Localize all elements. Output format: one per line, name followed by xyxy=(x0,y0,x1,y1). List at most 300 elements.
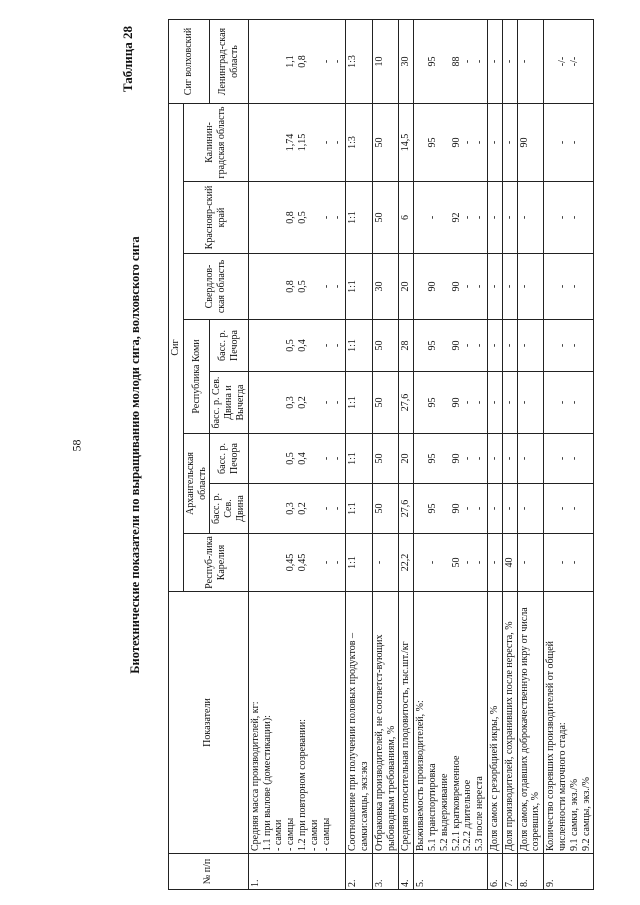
cell-value: - xyxy=(332,456,344,461)
cell-value: - xyxy=(488,560,500,565)
value-cell xyxy=(517,484,544,534)
cell-value: 0,8 xyxy=(296,55,308,68)
value-cell xyxy=(248,534,345,592)
cell-value xyxy=(309,106,321,179)
cell-value: 50 xyxy=(373,137,385,148)
biotech-table xyxy=(168,19,594,890)
cell-value xyxy=(262,184,274,251)
cell-value: 0,4 xyxy=(296,452,308,465)
cell-value: - xyxy=(568,400,580,405)
header-karelia: Респуб-лика Карелия xyxy=(183,534,248,592)
cell-value: - xyxy=(320,400,332,405)
cell-value: - xyxy=(474,343,486,348)
cell-value: 28 xyxy=(400,340,412,351)
cell-value xyxy=(250,486,262,531)
cell-value: 88 xyxy=(450,56,462,67)
cell-value: 50 xyxy=(450,557,462,568)
value-cell xyxy=(502,20,517,104)
cell-value: 95 xyxy=(426,453,438,464)
value-cell xyxy=(399,320,414,372)
indicator-line: Средняя относительная плодовитость, тыс.шт./кг xyxy=(400,641,412,851)
cell-value xyxy=(439,22,451,101)
indicator-line: 5.3 после нереста xyxy=(474,776,486,851)
cell-value: 95 xyxy=(426,137,438,148)
cell-value xyxy=(250,256,262,317)
cell-value: 1:1 xyxy=(347,280,359,293)
cell-value xyxy=(439,184,451,251)
cell-value: - xyxy=(518,59,530,64)
cell-value: 0,3 xyxy=(285,502,297,515)
cell-value: 50 xyxy=(373,397,385,408)
cell-value: - xyxy=(462,400,474,405)
cell-value xyxy=(415,436,427,481)
cell-value: 27,6 xyxy=(400,393,412,412)
value-cell xyxy=(544,254,594,320)
cell-value xyxy=(415,486,427,531)
row-indicator xyxy=(399,592,414,854)
cell-value: 0,4 xyxy=(296,339,308,352)
value-cell xyxy=(372,484,399,534)
cell-value: - xyxy=(568,215,580,220)
header-sig: Сиг xyxy=(169,104,184,592)
table-row xyxy=(517,20,544,890)
cell-value: 30 xyxy=(400,56,412,67)
cell-value xyxy=(415,322,427,369)
value-cell xyxy=(517,534,544,592)
value-cell xyxy=(414,320,488,372)
cell-value xyxy=(262,536,274,589)
cell-value: 1,74 xyxy=(285,133,297,152)
value-cell xyxy=(544,182,594,254)
cell-value xyxy=(415,184,427,251)
value-cell xyxy=(487,534,502,592)
row-indicator xyxy=(248,592,345,854)
value-cell xyxy=(346,534,373,592)
value-cell xyxy=(248,320,345,372)
table-row xyxy=(502,20,517,890)
rotated-page xyxy=(120,20,620,890)
row-indicator xyxy=(346,592,373,854)
cell-value: 1:1 xyxy=(347,211,359,224)
cell-value: - xyxy=(332,560,344,565)
cell-value: 90 xyxy=(518,137,530,148)
table-row xyxy=(248,20,345,890)
value-cell xyxy=(414,104,488,182)
cell-value: 1:3 xyxy=(347,55,359,68)
row-indicator xyxy=(502,592,517,854)
cell-value: -/- xyxy=(556,56,568,67)
cell-value xyxy=(250,184,262,251)
value-cell xyxy=(248,104,345,182)
cell-value: 1,1 xyxy=(285,55,297,68)
value-cell xyxy=(346,320,373,372)
cell-value: - xyxy=(518,560,530,565)
table-row xyxy=(346,20,373,890)
value-cell xyxy=(372,20,399,104)
cell-value: - xyxy=(488,215,500,220)
cell-value: 0,45 xyxy=(296,553,308,572)
value-cell xyxy=(502,534,517,592)
value-cell xyxy=(544,372,594,434)
cell-value: - xyxy=(518,456,530,461)
indicator-line: 5.2 выдерживание xyxy=(438,773,450,851)
cell-value: - xyxy=(488,59,500,64)
cell-value xyxy=(415,22,427,101)
row-number: 7. xyxy=(502,854,517,890)
row-indicator xyxy=(517,592,544,854)
row-number: 9. xyxy=(544,854,594,890)
cell-value xyxy=(545,322,557,369)
cell-value: - xyxy=(556,343,568,348)
value-cell xyxy=(487,20,502,104)
cell-value: 0,8 xyxy=(285,280,297,293)
cell-value xyxy=(273,486,285,531)
cell-value: 0,5 xyxy=(296,280,308,293)
value-cell xyxy=(248,434,345,484)
row-number: 8. xyxy=(517,854,544,890)
cell-value: - xyxy=(556,506,568,511)
cell-value xyxy=(273,106,285,179)
cell-value: - xyxy=(503,506,515,511)
cell-value xyxy=(545,536,557,589)
cell-value xyxy=(309,256,321,317)
cell-value: 1:1 xyxy=(347,396,359,409)
cell-value: - xyxy=(556,560,568,565)
cell-value xyxy=(439,106,451,179)
value-cell xyxy=(544,104,594,182)
cell-value: 1:3 xyxy=(347,136,359,149)
row-number: 4. xyxy=(399,854,414,890)
value-cell xyxy=(517,434,544,484)
cell-value xyxy=(309,322,321,369)
cell-value: 95 xyxy=(426,56,438,67)
value-cell xyxy=(399,104,414,182)
cell-value: - xyxy=(568,284,580,289)
cell-value xyxy=(262,22,274,101)
page-number: 58 xyxy=(69,439,84,452)
value-cell xyxy=(517,372,544,434)
value-cell xyxy=(248,254,345,320)
table-row xyxy=(414,20,488,890)
indicator-line: - самцы xyxy=(320,817,332,851)
value-cell xyxy=(517,254,544,320)
row-indicator xyxy=(487,592,502,854)
indicator-line: Соотношение при получении половых продуктов – самки:самцы, экз:экз xyxy=(347,633,370,851)
cell-value: - xyxy=(518,506,530,511)
value-cell xyxy=(399,534,414,592)
value-cell xyxy=(487,182,502,254)
header-arkh-dvina: басс. р. Сев. Двина xyxy=(210,484,248,534)
cell-value: 50 xyxy=(373,503,385,514)
indicator-line: 1.1 при вылове (доместикации): xyxy=(261,715,273,851)
value-cell xyxy=(346,372,373,434)
cell-value: - xyxy=(332,215,344,220)
cell-value: 95 xyxy=(426,503,438,514)
cell-value xyxy=(273,184,285,251)
cell-value: - xyxy=(320,284,332,289)
cell-value xyxy=(439,256,451,317)
table-number: Таблица 28 xyxy=(120,26,135,93)
cell-value: - xyxy=(568,456,580,461)
cell-value xyxy=(439,486,451,531)
row-number: 5. xyxy=(414,854,488,890)
cell-value: - xyxy=(462,343,474,348)
cell-value xyxy=(415,256,427,317)
cell-value: - xyxy=(556,456,568,461)
value-cell xyxy=(346,484,373,534)
cell-value: 0,2 xyxy=(296,396,308,409)
value-cell xyxy=(487,434,502,484)
cell-value: 0,3 xyxy=(285,396,297,409)
cell-value xyxy=(262,486,274,531)
cell-value: 0,5 xyxy=(285,452,297,465)
header-arkhangelsk: Архангельская область xyxy=(183,434,210,534)
cell-value xyxy=(545,486,557,531)
cell-value xyxy=(545,184,557,251)
cell-value xyxy=(273,536,285,589)
cell-value: - xyxy=(462,284,474,289)
value-cell xyxy=(414,20,488,104)
indicator-line: Отбраковка производителей, не соответст-вующих рыбоводным требованиям, % xyxy=(373,634,397,851)
indicator-line: 5.2.2 длительное xyxy=(462,779,474,851)
cell-value: - xyxy=(332,400,344,405)
cell-value: 27,6 xyxy=(400,499,412,518)
cell-value xyxy=(262,106,274,179)
cell-value: - xyxy=(320,59,332,64)
header-leningrad: Ленинград-ская область xyxy=(210,20,248,104)
cell-value: - xyxy=(426,215,438,220)
value-cell xyxy=(517,104,544,182)
cell-value: - xyxy=(503,215,515,220)
cell-value: - xyxy=(503,343,515,348)
indicator-line: 9.1 самки, экз./% xyxy=(568,778,580,851)
row-number: 1. xyxy=(248,854,345,890)
cell-value xyxy=(250,374,262,431)
cell-value xyxy=(273,374,285,431)
cell-value xyxy=(250,106,262,179)
row-indicator xyxy=(544,592,594,854)
cell-value xyxy=(309,486,321,531)
value-cell xyxy=(502,254,517,320)
indicator-line: 5.2.1 кратковременное xyxy=(450,755,462,851)
cell-value xyxy=(309,374,321,431)
header-arkh-pechora: басс. р. Печора xyxy=(210,434,248,484)
cell-value: - xyxy=(488,343,500,348)
value-cell xyxy=(372,534,399,592)
row-indicator xyxy=(414,592,488,854)
value-cell xyxy=(372,182,399,254)
cell-value: - xyxy=(488,140,500,145)
value-cell xyxy=(544,484,594,534)
cell-value: - xyxy=(332,343,344,348)
value-cell xyxy=(502,434,517,484)
value-cell xyxy=(346,20,373,104)
row-indicator xyxy=(372,592,399,854)
cell-value xyxy=(309,184,321,251)
cell-value: - xyxy=(556,140,568,145)
cell-value: 90 xyxy=(450,503,462,514)
cell-value: - xyxy=(373,560,385,565)
indicator-line: Доля производителей, сохранивших после нереста, % xyxy=(503,621,515,851)
cell-value xyxy=(439,536,451,589)
cell-value: 50 xyxy=(373,453,385,464)
row-number: 6. xyxy=(487,854,502,890)
value-cell xyxy=(399,254,414,320)
cell-value: - xyxy=(332,59,344,64)
cell-value xyxy=(262,374,274,431)
cell-value: - xyxy=(320,215,332,220)
cell-value: - xyxy=(320,506,332,511)
header-num: № п/п xyxy=(169,854,249,890)
cell-value: 30 xyxy=(373,281,385,292)
indicator-line: - самцы xyxy=(285,817,297,851)
header-kaliningrad: Калинин-градская область xyxy=(183,104,248,182)
value-cell xyxy=(372,372,399,434)
header-indicator: Показатели xyxy=(169,592,249,854)
cell-value: -/- xyxy=(568,56,580,67)
cell-value: - xyxy=(462,456,474,461)
value-cell xyxy=(248,182,345,254)
value-cell xyxy=(399,372,414,434)
cell-value: - xyxy=(462,215,474,220)
cell-value: - xyxy=(462,506,474,511)
cell-value: - xyxy=(320,560,332,565)
indicator-line: 5.1 транспортировка xyxy=(426,763,438,851)
cell-value: 0,5 xyxy=(296,211,308,224)
value-cell xyxy=(487,484,502,534)
value-cell xyxy=(372,254,399,320)
cell-value xyxy=(439,322,451,369)
cell-value: - xyxy=(474,560,486,565)
cell-value xyxy=(415,374,427,431)
header-sverdlovsk: Свердлов-ская область xyxy=(183,254,248,320)
header-komi: Республика Коми xyxy=(183,320,210,434)
value-cell xyxy=(502,484,517,534)
cell-value: 50 xyxy=(373,340,385,351)
cell-value: 95 xyxy=(426,397,438,408)
cell-value xyxy=(309,536,321,589)
cell-value: - xyxy=(556,215,568,220)
value-cell xyxy=(517,20,544,104)
cell-value xyxy=(262,256,274,317)
indicator-line: - самки xyxy=(273,819,285,851)
cell-value: - xyxy=(503,400,515,405)
cell-value: 1:1 xyxy=(347,339,359,352)
cell-value xyxy=(273,322,285,369)
cell-value: - xyxy=(320,140,332,145)
cell-value xyxy=(415,106,427,179)
cell-value: - xyxy=(332,506,344,511)
cell-value xyxy=(545,436,557,481)
cell-value: 90 xyxy=(450,137,462,148)
cell-value xyxy=(309,22,321,101)
row-number: 2. xyxy=(346,854,373,890)
value-cell xyxy=(487,254,502,320)
table-body xyxy=(248,20,594,890)
cell-value: - xyxy=(488,284,500,289)
indicator-line: 9.2 самцы, экз./% xyxy=(580,777,592,851)
cell-value: - xyxy=(474,456,486,461)
indicator-line: Средняя масса производителей, кг: xyxy=(249,701,261,851)
cell-value: - xyxy=(488,506,500,511)
value-cell xyxy=(248,372,345,434)
cell-value: - xyxy=(568,560,580,565)
cell-value: 22,2 xyxy=(400,553,412,572)
value-cell xyxy=(487,104,502,182)
cell-value xyxy=(545,374,557,431)
value-cell xyxy=(544,434,594,484)
cell-value: - xyxy=(488,400,500,405)
value-cell xyxy=(414,182,488,254)
cell-value xyxy=(273,22,285,101)
cell-value: - xyxy=(518,343,530,348)
cell-value: - xyxy=(518,400,530,405)
cell-value: - xyxy=(474,140,486,145)
value-cell xyxy=(248,20,345,104)
cell-value: 92 xyxy=(450,212,462,223)
cell-value: - xyxy=(332,140,344,145)
indicator-line: Доля самок, отдавших доброкачественную икру от числа созревших, % xyxy=(518,607,542,851)
indicator-line: Количество созревших производителей от общей численности маточного стада: xyxy=(545,640,568,851)
value-cell xyxy=(399,182,414,254)
cell-value xyxy=(545,106,557,179)
cell-value: - xyxy=(474,506,486,511)
table-row xyxy=(487,20,502,890)
value-cell xyxy=(414,434,488,484)
cell-value: 1:1 xyxy=(347,502,359,515)
cell-value: 90 xyxy=(426,281,438,292)
cell-value: 50 xyxy=(373,212,385,223)
cell-value xyxy=(250,322,262,369)
cell-value: 90 xyxy=(450,281,462,292)
indicator-line: - самки xyxy=(308,819,320,851)
cell-value xyxy=(439,436,451,481)
value-cell xyxy=(372,434,399,484)
cell-value: - xyxy=(474,215,486,220)
cell-value: 0,45 xyxy=(285,553,297,572)
cell-value xyxy=(545,22,557,101)
cell-value: - xyxy=(462,140,474,145)
cell-value xyxy=(250,22,262,101)
table-row xyxy=(399,20,414,890)
cell-value xyxy=(273,256,285,317)
value-cell xyxy=(414,372,488,434)
cell-value xyxy=(439,374,451,431)
table-title: Биотехнические показатели по выращиванию молоди сига, волховского сига xyxy=(128,236,142,674)
value-cell xyxy=(517,182,544,254)
value-cell xyxy=(346,254,373,320)
cell-value xyxy=(250,436,262,481)
cell-value: - xyxy=(474,59,486,64)
cell-value: - xyxy=(462,560,474,565)
cell-value: - xyxy=(503,456,515,461)
cell-value xyxy=(250,536,262,589)
cell-value: - xyxy=(320,456,332,461)
cell-value: - xyxy=(320,343,332,348)
cell-value xyxy=(273,436,285,481)
value-cell xyxy=(414,484,488,534)
indicator-line: 1.2 при повторном созревании: xyxy=(296,719,308,851)
value-cell xyxy=(544,20,594,104)
cell-value: 20 xyxy=(400,281,412,292)
cell-value: - xyxy=(518,215,530,220)
cell-value: - xyxy=(568,506,580,511)
cell-value xyxy=(262,322,274,369)
cell-value: 90 xyxy=(450,453,462,464)
value-cell xyxy=(346,104,373,182)
value-cell xyxy=(502,182,517,254)
cell-value: - xyxy=(503,284,515,289)
